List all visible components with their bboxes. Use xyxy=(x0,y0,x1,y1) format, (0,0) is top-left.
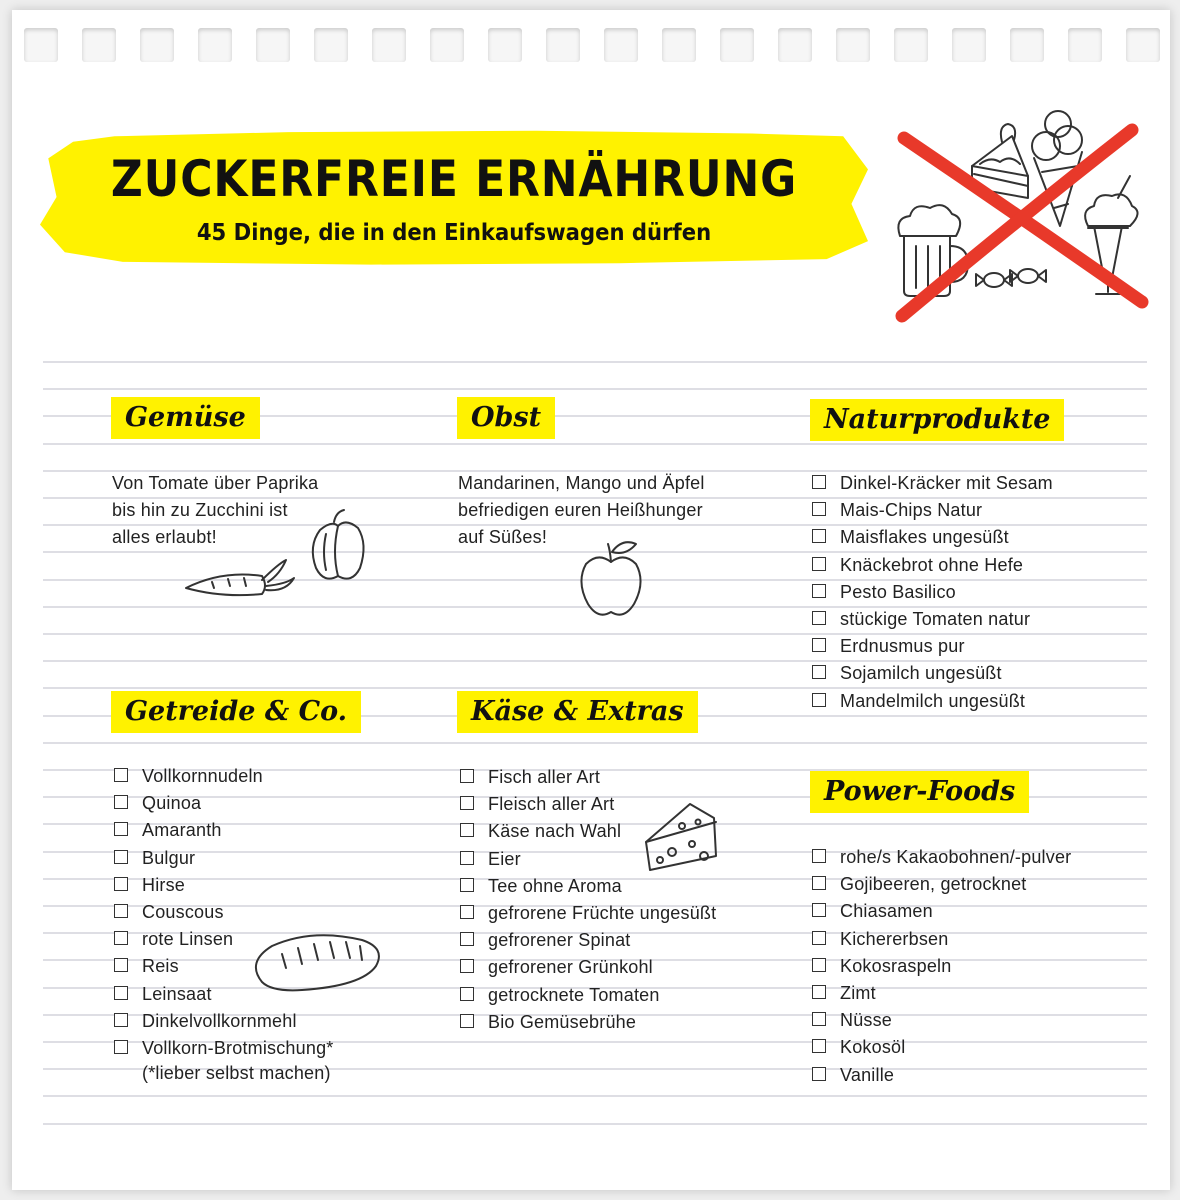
binder-hole xyxy=(256,28,290,62)
binder-hole xyxy=(24,28,58,62)
binder-hole xyxy=(1010,28,1044,62)
naturprodukte-item[interactable] xyxy=(810,660,1053,687)
item-label: Quinoa xyxy=(142,793,202,814)
item-label: Reis xyxy=(142,956,179,977)
powerfoods-item[interactable] xyxy=(810,898,1071,925)
checkbox[interactable] xyxy=(114,877,128,891)
binder-hole xyxy=(604,28,638,62)
getreide-footnote: (*lieber selbst machen) xyxy=(142,1063,331,1083)
binder-hole xyxy=(662,28,696,62)
item-label: Vollkorn-Brotmischung* xyxy=(142,1037,334,1058)
binder-hole xyxy=(314,28,348,62)
no-sugar-illustration xyxy=(882,106,1152,326)
powerfoods-item[interactable] xyxy=(810,871,1071,898)
getreide-item[interactable] xyxy=(112,817,333,844)
checkbox[interactable] xyxy=(812,958,826,972)
binder-hole xyxy=(778,28,812,62)
apple-icon xyxy=(578,538,644,620)
kaese-item[interactable] xyxy=(458,954,716,981)
item-label: Vanille xyxy=(840,1064,895,1085)
item-label: Leinsaat xyxy=(142,983,212,1004)
kaese-item[interactable] xyxy=(458,982,716,1009)
kaese-item[interactable] xyxy=(458,764,716,791)
naturprodukte-item[interactable] xyxy=(810,470,1053,497)
checkbox[interactable] xyxy=(460,796,474,810)
checkbox[interactable] xyxy=(114,958,128,972)
item-label: Mandelmilch ungesüßt xyxy=(840,690,1026,711)
checkbox[interactable] xyxy=(114,986,128,1000)
binder-hole xyxy=(198,28,232,62)
powerfoods-item[interactable] xyxy=(810,926,1071,953)
powerfoods-list xyxy=(810,844,1071,1089)
gemuese-text-line: bis hin zu Zucchini ist xyxy=(112,500,288,520)
item-label: Kokosöl xyxy=(840,1037,906,1058)
item-label: Kichererbsen xyxy=(840,928,949,949)
kaese-item[interactable] xyxy=(458,1009,716,1036)
item-label: gefrorene Früchte ungesüßt xyxy=(488,902,717,923)
naturprodukte-item[interactable] xyxy=(810,633,1053,660)
section-title-powerfoods: Power-Foods xyxy=(810,771,1029,813)
pepper-icon xyxy=(308,508,368,586)
item-label: getrocknete Tomaten xyxy=(488,984,660,1005)
binder-hole xyxy=(82,28,116,62)
naturprodukte-list xyxy=(810,470,1053,715)
notebook-rule xyxy=(43,443,1147,445)
item-label: Erdnusmus pur xyxy=(840,636,965,657)
checkbox[interactable] xyxy=(812,1039,826,1053)
checkbox[interactable] xyxy=(460,959,474,973)
binder-hole xyxy=(546,28,580,62)
item-label: Bio Gemüsebrühe xyxy=(488,1011,637,1032)
checkbox[interactable] xyxy=(460,1014,474,1028)
obst-text-line: Mandarinen, Mango und Äpfel xyxy=(458,473,705,493)
powerfoods-item[interactable] xyxy=(810,1007,1071,1034)
kaese-item[interactable] xyxy=(458,873,716,900)
checkbox[interactable] xyxy=(812,985,826,999)
item-label: Hirse xyxy=(142,874,186,895)
binder-hole xyxy=(894,28,928,62)
checkbox[interactable] xyxy=(812,693,826,707)
naturprodukte-item[interactable] xyxy=(810,552,1053,579)
getreide-list xyxy=(112,763,333,1062)
powerfoods-item[interactable] xyxy=(810,1062,1071,1089)
checkbox[interactable] xyxy=(812,849,826,863)
binder-hole xyxy=(372,28,406,62)
item-label: gefrorener Grünkohl xyxy=(488,957,653,978)
binder-hole xyxy=(140,28,174,62)
getreide-item[interactable] xyxy=(112,790,333,817)
item-label: Chiasamen xyxy=(840,901,933,922)
item-label: Bulgur xyxy=(142,847,196,868)
bread-icon xyxy=(252,932,384,994)
checkbox[interactable] xyxy=(812,502,826,516)
checkbox[interactable] xyxy=(460,769,474,783)
item-label: Fleisch aller Art xyxy=(488,794,615,815)
checkbox[interactable] xyxy=(812,638,826,652)
checkbox[interactable] xyxy=(812,665,826,679)
naturprodukte-item[interactable] xyxy=(810,606,1053,633)
gemuese-text-line: Von Tomate über Paprika xyxy=(112,473,319,493)
checkbox[interactable] xyxy=(460,987,474,1001)
item-label: Mais-Chips Natur xyxy=(840,500,983,521)
item-label: Amaranth xyxy=(142,820,222,841)
page-subtitle: 45 Dinge, die in den Einkaufswagen dürfen xyxy=(196,220,712,246)
binder-hole xyxy=(720,28,754,62)
checkbox[interactable] xyxy=(460,905,474,919)
item-label: Zimt xyxy=(840,982,876,1003)
binder-hole xyxy=(952,28,986,62)
item-label: Couscous xyxy=(142,901,224,922)
item-label: Kokosraspeln xyxy=(840,955,952,976)
notebook-rule xyxy=(43,388,1147,390)
notebook-rule xyxy=(43,1123,1147,1125)
section-title-naturprodukte: Naturprodukte xyxy=(810,399,1064,441)
obst-text-line: befriedigen euren Heißhunger xyxy=(458,500,703,520)
checkbox[interactable] xyxy=(460,823,474,837)
binder-hole xyxy=(488,28,522,62)
item-label: rote Linsen xyxy=(142,929,234,950)
checkbox[interactable] xyxy=(114,904,128,918)
item-label: Dinkelvollkornmehl xyxy=(142,1010,297,1031)
carrot-icon xyxy=(182,556,298,600)
item-label: Sojamilch ungesüßt xyxy=(840,663,1002,684)
getreide-item[interactable] xyxy=(112,899,333,926)
item-label: Pesto Basilico xyxy=(840,581,956,602)
checklist-paper xyxy=(12,10,1170,1190)
getreide-item[interactable] xyxy=(112,1008,333,1035)
item-label: stückige Tomaten natur xyxy=(840,608,1031,629)
binder-hole xyxy=(1126,28,1160,62)
item-label: gefrorener Spinat xyxy=(488,930,631,951)
checkbox[interactable] xyxy=(114,1040,128,1054)
checkbox[interactable] xyxy=(812,1012,826,1026)
naturprodukte-item[interactable] xyxy=(810,688,1053,715)
section-title-obst: Obst xyxy=(457,397,555,439)
checkbox[interactable] xyxy=(812,611,826,625)
naturprodukte-item[interactable] xyxy=(810,524,1053,551)
checkbox[interactable] xyxy=(812,903,826,917)
item-label: Vollkornnudeln xyxy=(142,766,263,786)
getreide-item[interactable] xyxy=(112,872,333,899)
obst-text-line: auf Süßes! xyxy=(458,527,548,547)
notebook-rule xyxy=(43,742,1147,744)
kaese-item[interactable] xyxy=(458,900,716,927)
section-title-kaese: Käse & Extras xyxy=(457,691,698,733)
page-title: ZUCKERFREIE ERNÄHRUNG xyxy=(110,150,798,208)
item-label: Gojibeeren, getrocknet xyxy=(840,874,1027,895)
checkbox[interactable] xyxy=(114,931,128,945)
kaese-item[interactable] xyxy=(458,927,716,954)
checkbox[interactable] xyxy=(812,584,826,598)
powerfoods-item[interactable] xyxy=(810,844,1071,871)
item-label: Nüsse xyxy=(840,1010,893,1031)
getreide-item[interactable] xyxy=(112,845,333,872)
item-label: Fisch aller Art xyxy=(488,767,601,787)
item-label: Maisflakes ungesüßt xyxy=(840,527,1009,548)
getreide-item[interactable] xyxy=(112,763,333,790)
binder-hole xyxy=(430,28,464,62)
item-label: rohe/s Kakaobohnen/-pulver xyxy=(840,847,1072,867)
gemuese-text xyxy=(112,470,318,551)
cross-icon xyxy=(902,130,1142,316)
checkbox[interactable] xyxy=(460,878,474,892)
gemuese-text-line: alles erlaubt! xyxy=(112,527,217,547)
item-label: Dinkel-Kräcker mit Sesam xyxy=(840,473,1053,493)
binder-hole xyxy=(836,28,870,62)
item-label: Käse nach Wahl xyxy=(488,821,622,842)
checkbox[interactable] xyxy=(460,932,474,946)
checkbox[interactable] xyxy=(812,1067,826,1081)
notebook-rule xyxy=(43,1095,1147,1097)
item-label: Knäckebrot ohne Hefe xyxy=(840,554,1024,575)
checkbox[interactable] xyxy=(114,850,128,864)
checkbox[interactable] xyxy=(812,557,826,571)
powerfoods-item[interactable] xyxy=(810,1034,1071,1061)
powerfoods-item[interactable] xyxy=(810,980,1071,1007)
checkbox[interactable] xyxy=(114,795,128,809)
notebook-rule xyxy=(43,361,1147,363)
cheese-icon xyxy=(642,798,720,874)
naturprodukte-item[interactable] xyxy=(810,579,1053,606)
checkbox[interactable] xyxy=(812,529,826,543)
candy-icon xyxy=(976,269,1046,287)
checkbox[interactable] xyxy=(114,768,128,782)
naturprodukte-item[interactable] xyxy=(810,497,1053,524)
item-label: Eier xyxy=(488,848,521,869)
checkbox[interactable] xyxy=(812,931,826,945)
binder-hole xyxy=(1068,28,1102,62)
getreide-item[interactable] xyxy=(112,1035,333,1062)
item-label: Tee ohne Aroma xyxy=(488,875,622,896)
section-title-gemuese: Gemüse xyxy=(111,397,260,439)
checkbox[interactable] xyxy=(812,876,826,890)
section-title-getreide: Getreide & Co. xyxy=(111,691,361,733)
powerfoods-item[interactable] xyxy=(810,953,1071,980)
binder-holes xyxy=(12,28,1170,68)
checkbox[interactable] xyxy=(812,475,826,489)
checkbox[interactable] xyxy=(460,851,474,865)
checkbox[interactable] xyxy=(114,1013,128,1027)
checkbox[interactable] xyxy=(114,822,128,836)
